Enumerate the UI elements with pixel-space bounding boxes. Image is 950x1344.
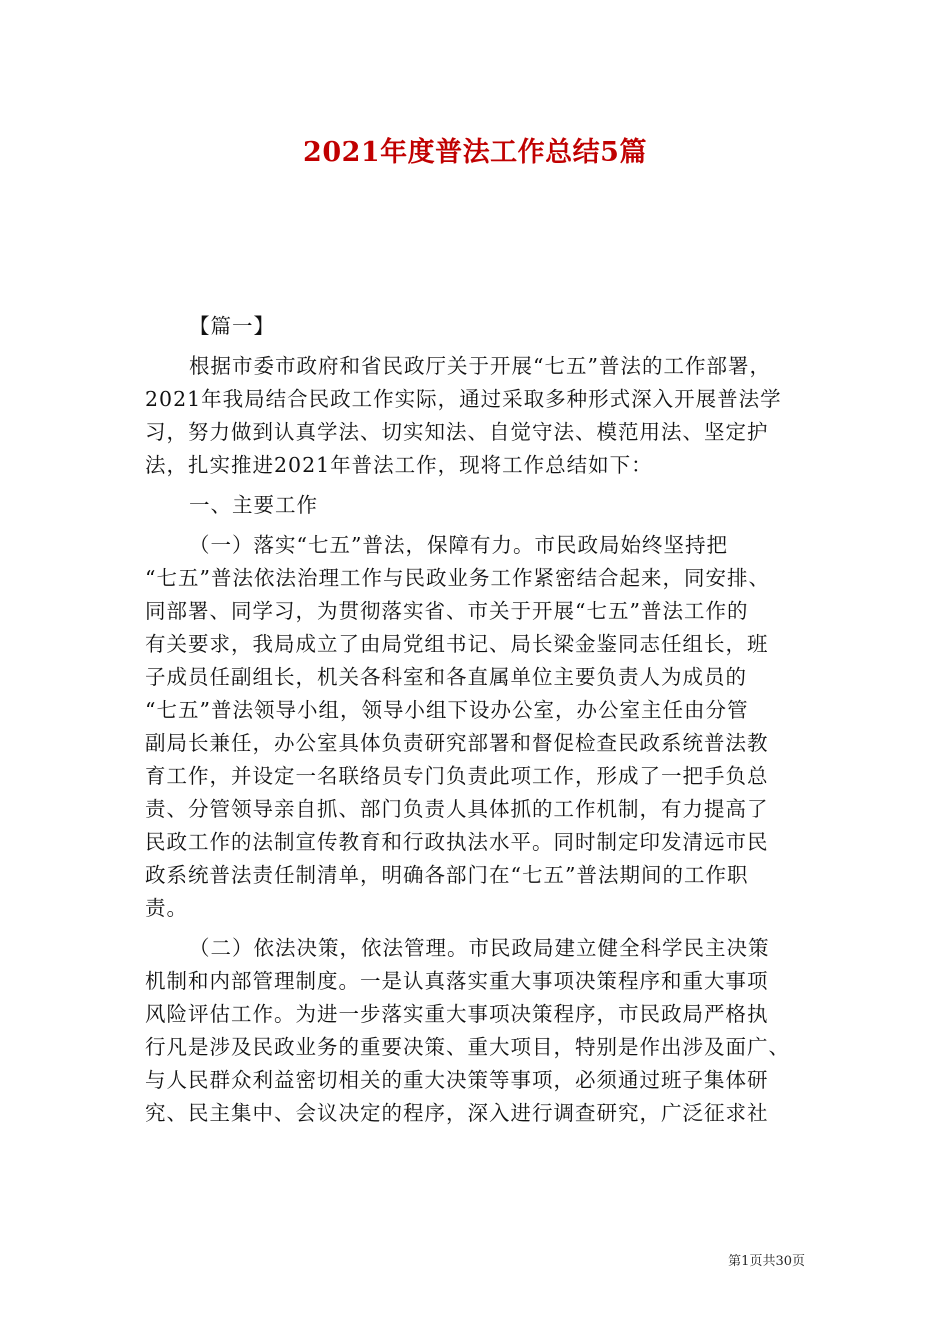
paragraph-line: 与人民群众利益密切相关的重大决策等事项，必须通过班子集体研 <box>145 1068 769 1092</box>
paragraph-line: 有关要求，我局成立了由局党组书记、局长梁金鉴同志任组长，班 <box>145 632 769 656</box>
paragraph-line: “七五”普法领导小组，领导小组下设办公室，办公室主任由分管 <box>145 698 749 722</box>
paragraph-line: 2021年我局结合民政工作实际，通过采取多种形式深入开展普法学 <box>145 387 782 411</box>
document-title: 2021年度普法工作总结5篇 <box>303 137 647 168</box>
section-heading: 一、主要工作 <box>189 493 318 517</box>
paragraph-line: 民政工作的法制宣传教育和行政执法水平。同时制定印发清远市民 <box>145 830 769 854</box>
paragraph-line: 法，扎实推进2021年普法工作，现将工作总结如下： <box>145 453 653 477</box>
paragraph-line: 风险评估工作。为进一步落实重大事项决策程序，市民政局严格执 <box>145 1002 769 1026</box>
paragraph-line: 责。 <box>145 896 188 920</box>
paragraph-line: 同部署、同学习，为贯彻落实省、市关于开展“七五”普法工作的 <box>145 599 749 623</box>
page-number: 第1页共30页 <box>728 1254 805 1269</box>
paragraph-line: 育工作，并设定一名联络员专门负责此项工作，形成了一把手负总 <box>145 764 769 788</box>
paragraph-line: （一）落实“七五”普法，保障有力。市民政局始终坚持把 <box>189 533 728 557</box>
paragraph-line: 责、分管领导亲自抓、部门负责人具体抓的工作机制，有力提高了 <box>145 797 769 821</box>
section-label: 【篇一】 <box>189 314 275 338</box>
paragraph-line: 究、民主集中、会议决定的程序，深入进行调查研究，广泛征求社 <box>145 1101 769 1125</box>
paragraph-line: 习，努力做到认真学法、切实知法、自觉守法、模范用法、坚定护 <box>145 420 769 444</box>
paragraph-line: 副局长兼任，办公室具体负责研究部署和督促检查民政系统普法教 <box>145 731 769 755</box>
paragraph-line: 机制和内部管理制度。一是认真落实重大事项决策程序和重大事项 <box>145 969 769 993</box>
paragraph-line: 根据市委市政府和省民政厅关于开展“七五”普法的工作部署， <box>189 354 771 378</box>
paragraph-line: 行凡是涉及民政业务的重要决策、重大项目，特别是作出涉及面广、 <box>145 1035 790 1059</box>
paragraph-line: 子成员任副组长，机关各科室和各直属单位主要负责人为成员的 <box>145 665 747 689</box>
paragraph-line: “七五”普法依法治理工作与民政业务工作紧密结合起来，同安排、 <box>145 566 770 590</box>
paragraph-line: 政系统普法责任制清单，明确各部门在“七五”普法期间的工作职 <box>145 863 749 887</box>
document-body <box>145 310 810 1130</box>
paragraph-line: （二）依法决策，依法管理。市民政局建立健全科学民主决策 <box>189 936 770 960</box>
